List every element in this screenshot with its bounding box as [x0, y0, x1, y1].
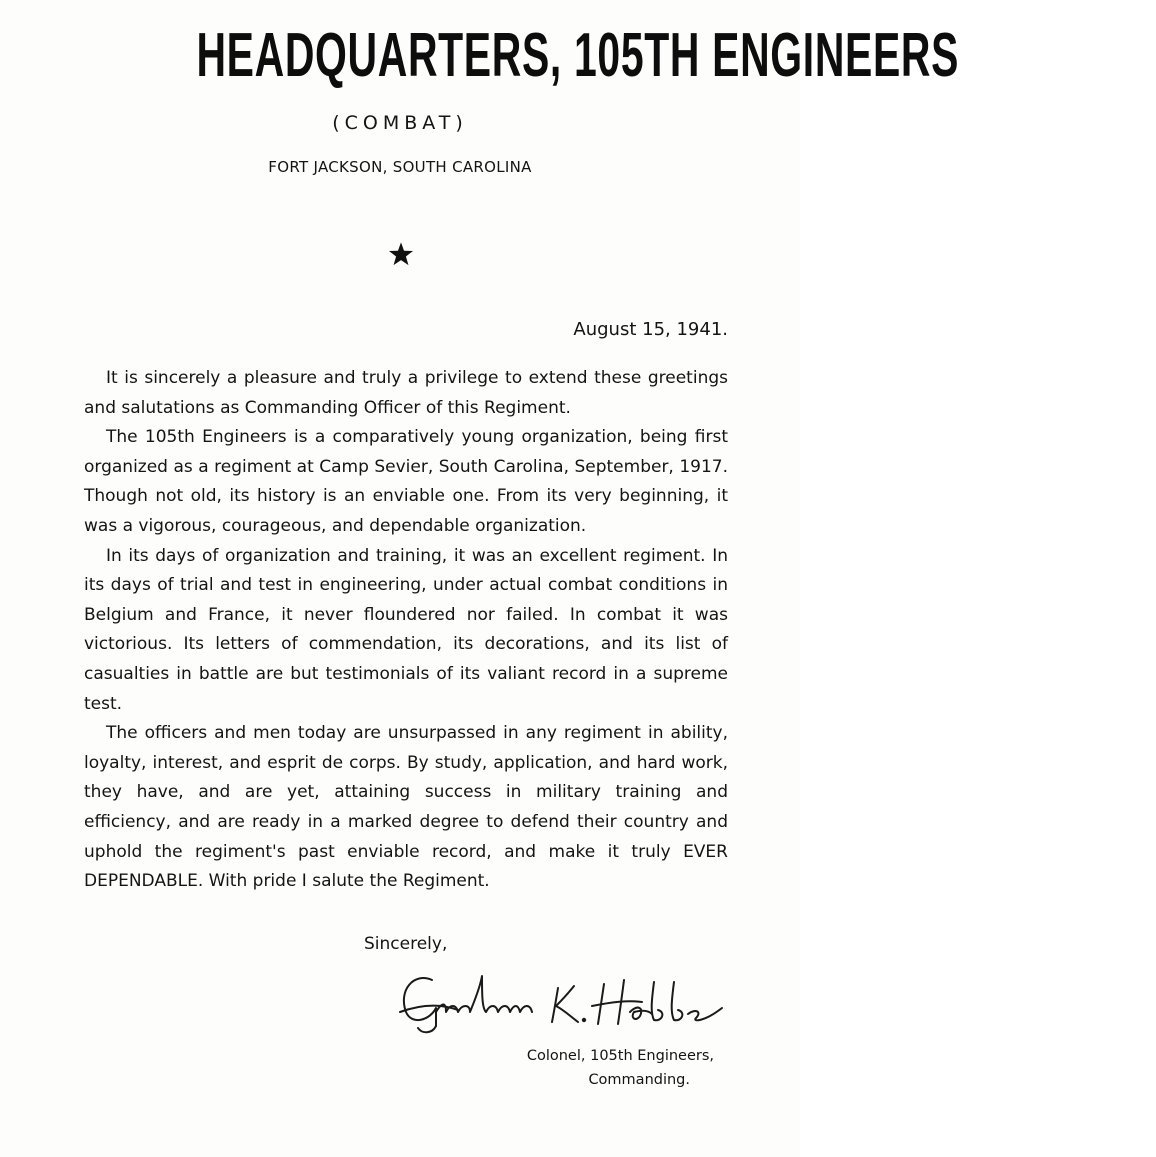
letterhead-location: FORT JACKSON, SOUTH CAROLINA — [268, 158, 532, 176]
star-icon — [387, 240, 415, 268]
signature-rank: Colonel, 105th Engineers, — [526, 1048, 714, 1064]
letter-closing: Sincerely, — [364, 934, 448, 954]
letterhead-subtitle: (COMBAT) — [332, 112, 468, 134]
handwritten-signature — [392, 968, 732, 1038]
paragraph: It is sincerely a pleasure and truly a privilege to extend these greetings and salutations as Commanding Officer of this Regiment. — [84, 368, 728, 418]
paragraph: The officers and men today are unsurpassed in any regiment in ability, loyalty, interest, and esprit de corps. By study, application, and hard work, they have, and are yet, attaining success in military training and efficiency, and are ready in a marked degree to defend their country and uphold the regiment's past enviable record, and make it truly EVER DEPENDABLE. With pride I salute the Regiment. — [84, 723, 728, 892]
paragraph: The 105th Engineers is a comparatively young organization, being first organized as a regiment at Camp Sevier, South Carolina, September, 1917. Though not old, its history is an enviable one. From its very beginning, it was a vigorous, courageous, and dependable organization. — [84, 427, 728, 536]
paragraph: In its days of organization and training, it was an excellent regiment. In its days of trial and test in engineering, under actual combat conditions in Belgium and France, it never floundered nor failed. In combat it was victorious. Its letters of commendation, its decorations, and its list of casualties in battle are but testimonials of its valiant record in a supreme test. — [84, 545, 728, 714]
letterhead-title: HEADQUARTERS, 105TH ENGINEERS — [196, 21, 960, 90]
signature-title — [0, 1044, 714, 1092]
letter-body — [84, 364, 728, 897]
signature-role: Commanding. — [588, 1072, 690, 1088]
letter-date: August 15, 1941. — [573, 319, 728, 340]
